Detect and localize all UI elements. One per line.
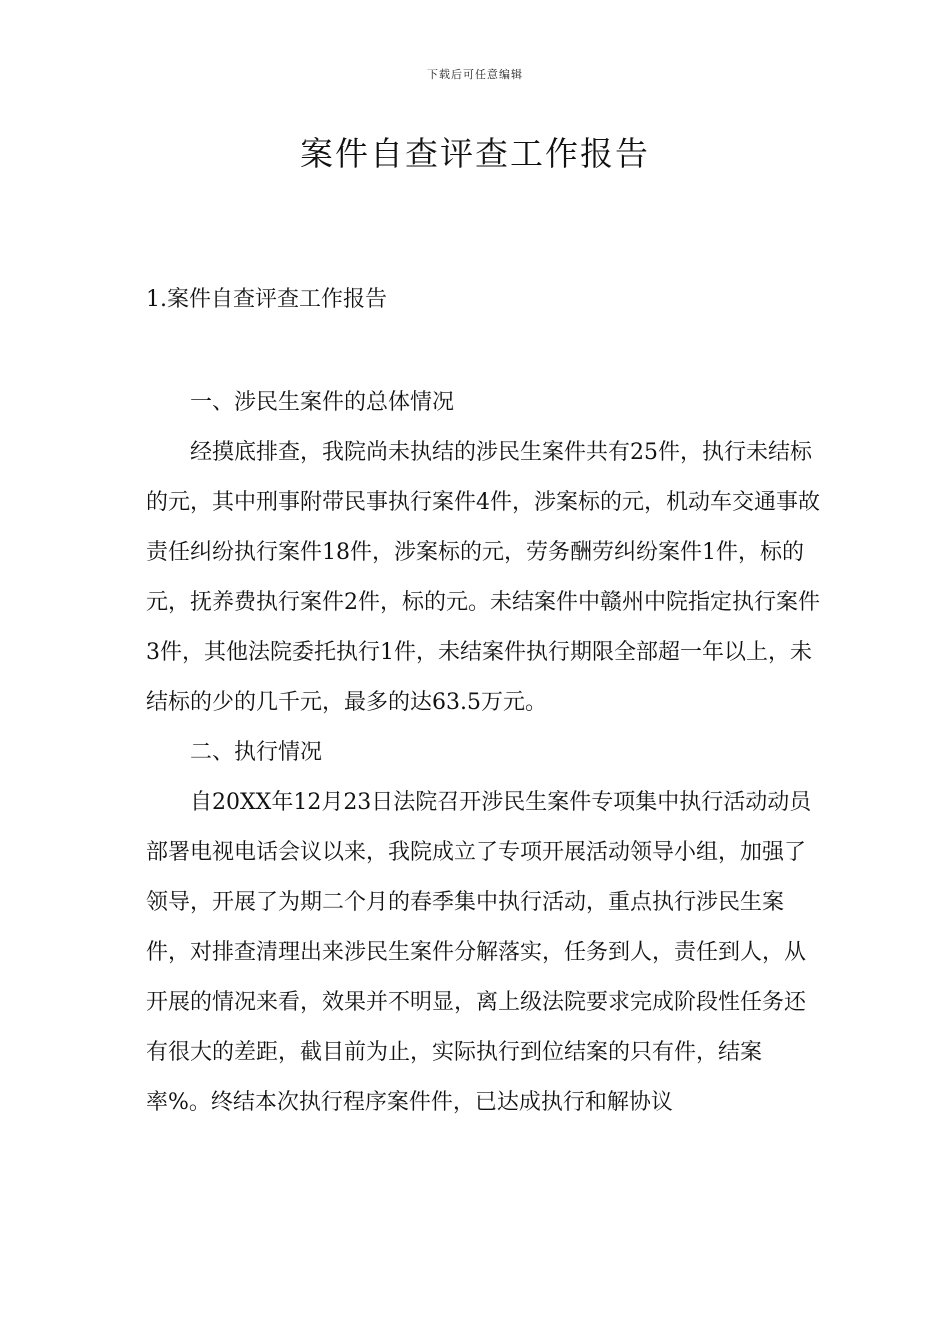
document-body <box>146 378 826 1128</box>
header-note: 下载后可任意编辑 <box>427 68 523 81</box>
document-title: 案件自查评查工作报告 <box>300 134 650 173</box>
paragraph-overview: 经摸底排查，我院尚未执结的涉民生案件共有25件，执行未结标的元，其中刑事附带民事执行案件4件，涉案标的元，机动车交通事故责任纠纷执行案件18件，涉案标的元，劳务酬劳纠纷案件1件，标的元，抚养费执行案件2件，标的元。未结案件中赣州中院指定执行案件3件，其他法院委托执行1件，未结案件执行期限全部超一年以上，未结标的少的几千元，最多的达63.5万元。 <box>146 440 820 715</box>
section-number-title: 1.案件自查评查工作报告 <box>146 287 387 312</box>
paragraph-execution: 自20XX年12月23日法院召开涉民生案件专项集中执行活动动员部署电视电话会议以来，我院成立了专项开展活动领导小组，加强了领导，开展了为期二个月的春季集中执行活动，重点执行涉民生案件，对排查清理出来涉民生案件分解落实，任务到人，责任到人，从开展的情况来看，效果并不明显，离上级法院要求完成阶段性任务还有很大的差距，截目前为止，实际执行到位结案的只有件，结案率%。终结本次执行程序案件件，已达成执行和解协议 <box>146 790 812 1115</box>
section-heading-overview: 一、涉民生案件的总体情况 <box>190 390 455 415</box>
section-heading-execution: 二、执行情况 <box>190 740 323 765</box>
